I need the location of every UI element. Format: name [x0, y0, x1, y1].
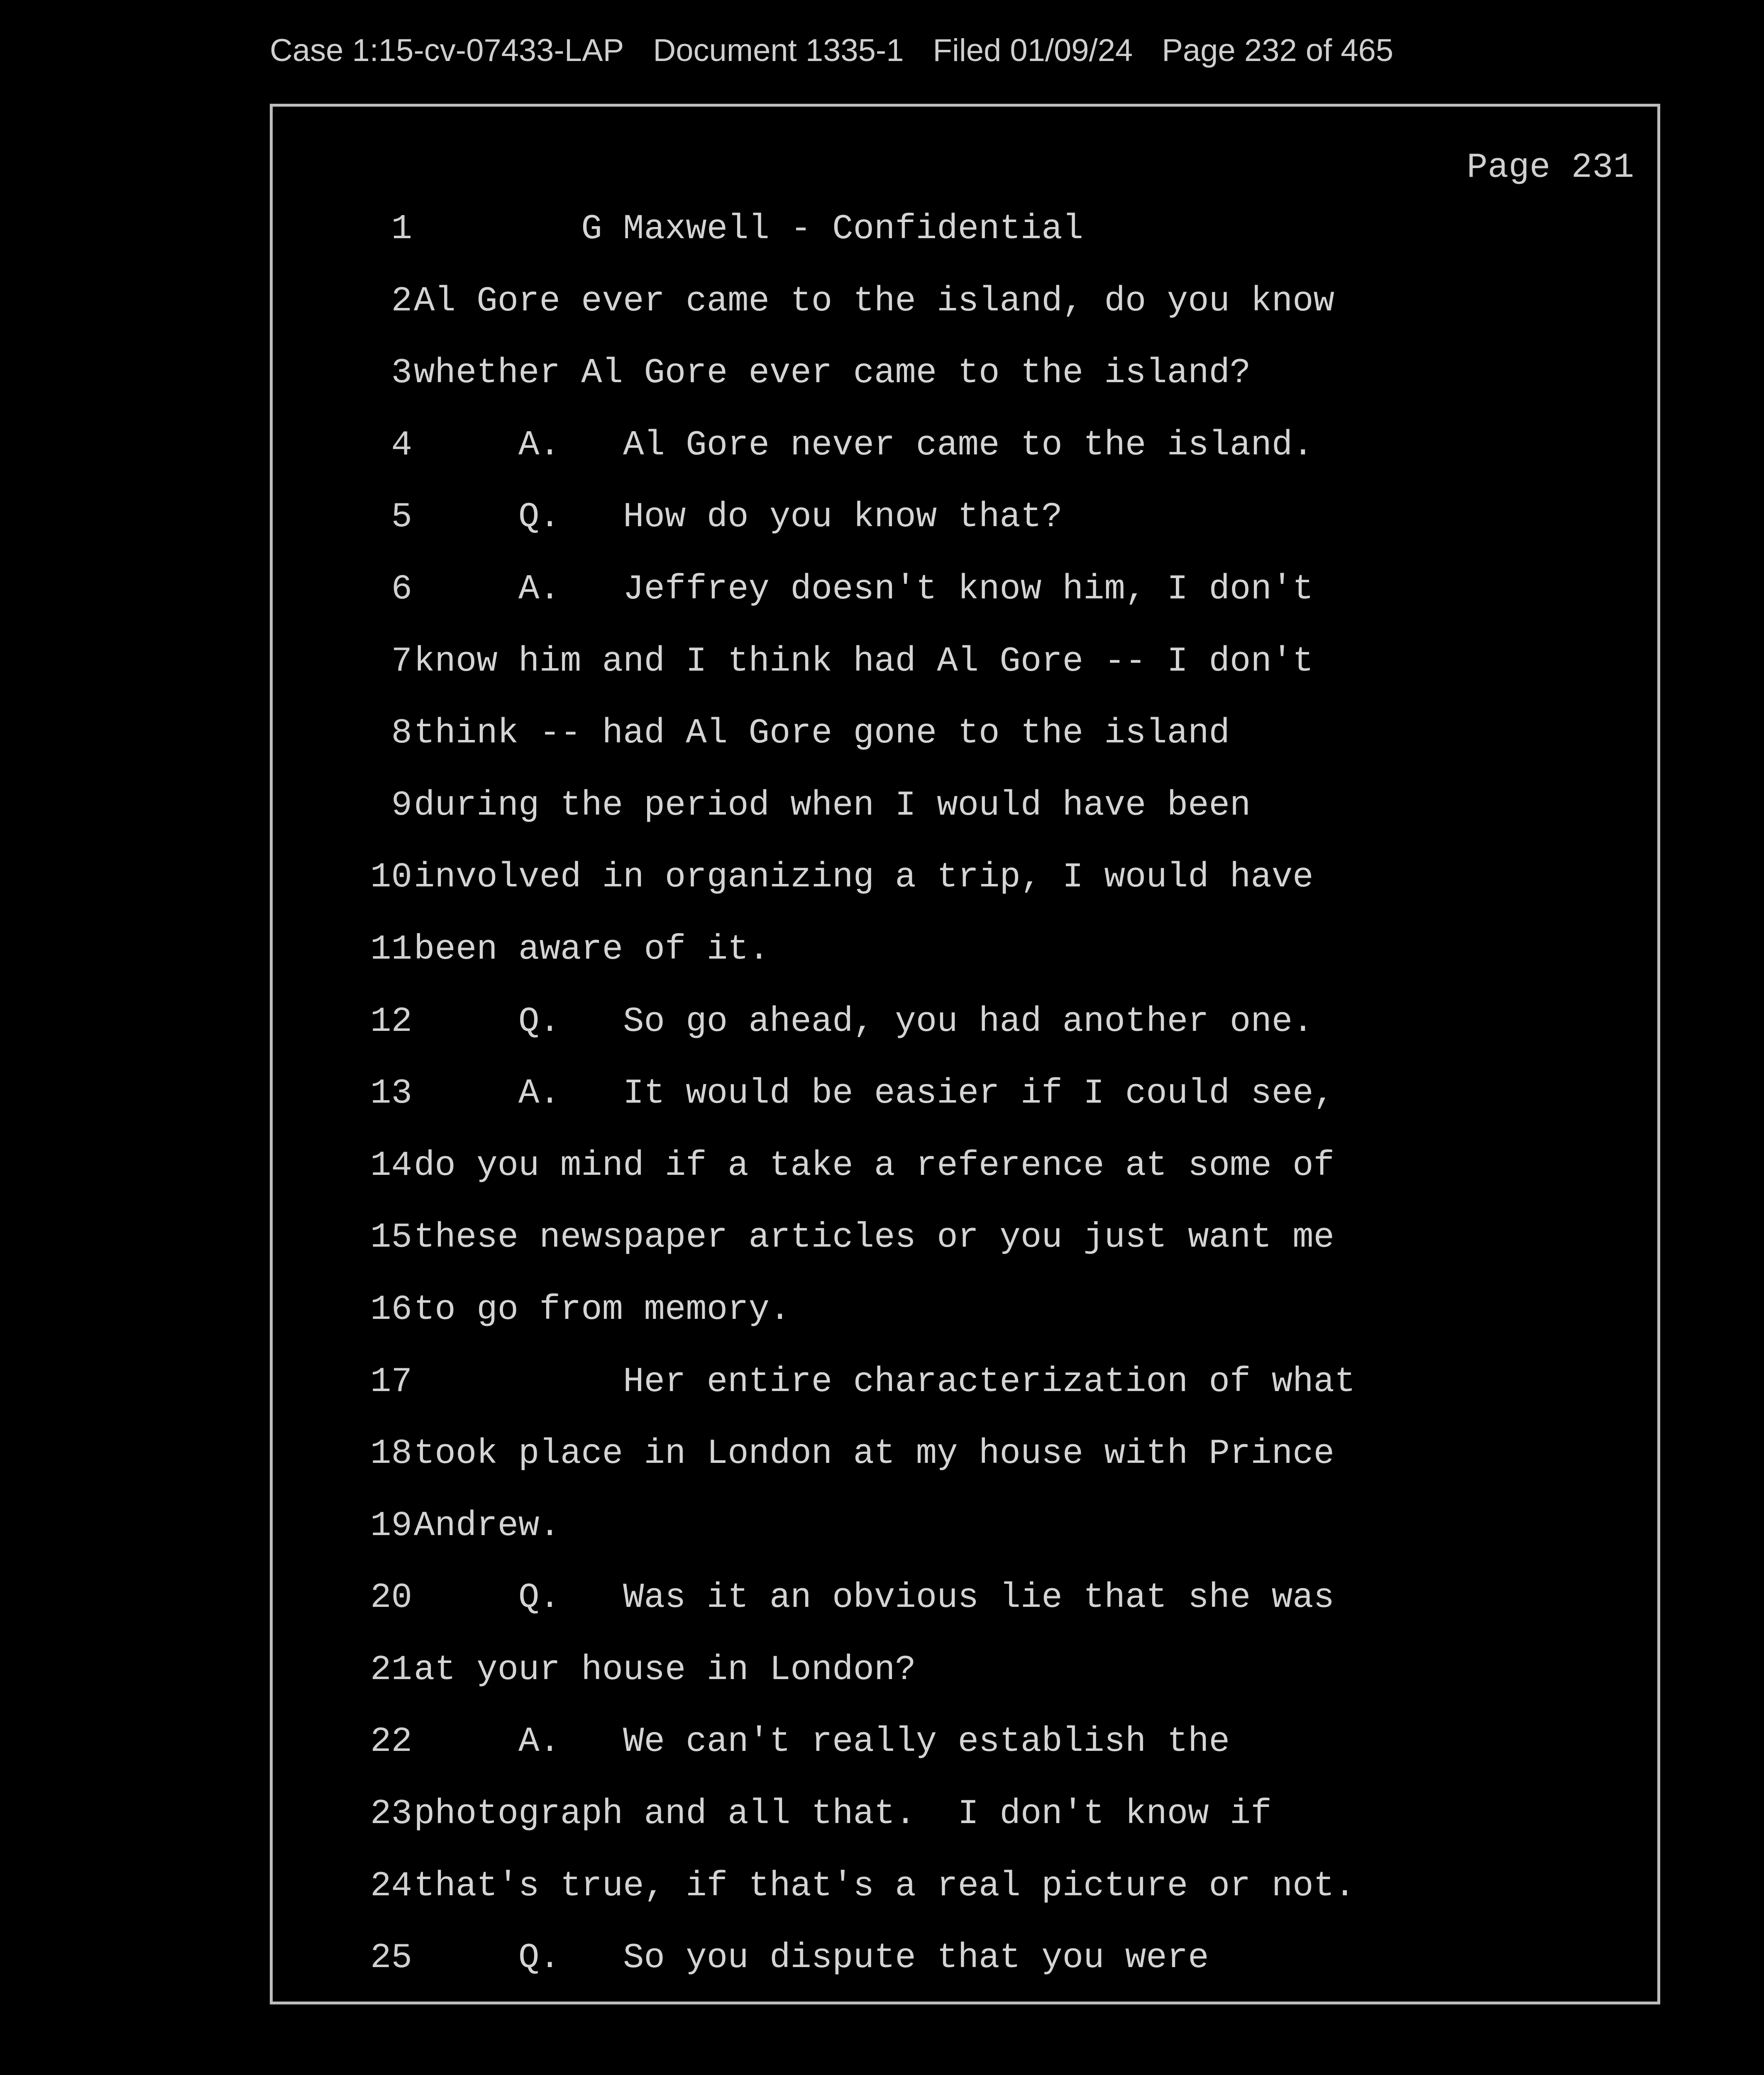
line-text: Q. So you dispute that you were	[414, 1938, 1209, 1978]
line-text: to go from memory.	[414, 1290, 791, 1330]
transcript-line	[273, 210, 1657, 282]
document-number: Document 1335-1	[653, 33, 904, 68]
line-text: involved in organizing a trip, I would have	[414, 858, 1314, 898]
transcript-frame	[270, 104, 1660, 2004]
transcript-line	[273, 1290, 1657, 1362]
transcript-line	[273, 1434, 1657, 1506]
line-number: 9	[391, 786, 412, 825]
line-text: Her entire characterization of what	[414, 1362, 1356, 1402]
line-text: A. Al Gore never came to the island.	[414, 425, 1314, 465]
line-number: 10	[370, 858, 412, 898]
transcript-line	[273, 1578, 1657, 1650]
transcript-lines	[273, 210, 1657, 2011]
page-count: Page 232 of 465	[1162, 33, 1394, 68]
line-text: that's true, if that's a real picture or not.	[414, 1866, 1356, 1906]
line-number: 16	[370, 1290, 412, 1330]
line-text: Q. So go ahead, you had another one.	[414, 1002, 1314, 1042]
line-number: 5	[391, 498, 412, 537]
line-number: 18	[370, 1434, 412, 1474]
line-number: 14	[370, 1146, 412, 1186]
line-text: been aware of it.	[414, 930, 770, 969]
line-text: photograph and all that. I don't know if	[414, 1794, 1272, 1834]
transcript-line	[273, 1218, 1657, 1290]
transcript-line	[273, 1146, 1657, 1218]
line-number: 7	[391, 642, 412, 681]
transcript-line	[273, 1002, 1657, 1074]
transcript-line	[273, 930, 1657, 1002]
line-number: 20	[370, 1578, 412, 1618]
line-number: 3	[391, 354, 412, 393]
transcript-line	[273, 498, 1657, 570]
line-number: 15	[370, 1218, 412, 1258]
line-number: 23	[370, 1794, 412, 1834]
line-text: took place in London at my house with Prince	[414, 1434, 1334, 1474]
line-text: Q. Was it an obvious lie that she was	[414, 1578, 1334, 1618]
case-header	[270, 32, 1393, 68]
line-number: 17	[370, 1362, 412, 1402]
transcript-line	[273, 354, 1657, 426]
line-text: do you mind if a take a reference at some of	[414, 1146, 1334, 1186]
transcript-line	[273, 1938, 1657, 2011]
transcript-line	[273, 1506, 1657, 1579]
transcript-page-number: Page 231	[1466, 148, 1634, 188]
line-number: 1	[391, 210, 412, 249]
transcript-line	[273, 714, 1657, 786]
line-number: 2	[391, 281, 412, 321]
line-text: Al Gore ever came to the island, do you know	[414, 281, 1334, 321]
transcript-line	[273, 786, 1657, 858]
line-text: A. Jeffrey doesn't know him, I don't	[414, 569, 1314, 609]
line-number: 19	[370, 1506, 412, 1546]
line-text: at your house in London?	[414, 1650, 916, 1690]
transcript-line	[273, 858, 1657, 930]
line-number: 12	[370, 1002, 412, 1042]
line-number: 8	[391, 714, 412, 754]
line-text: Q. How do you know that?	[414, 498, 1063, 537]
line-number: 11	[370, 930, 412, 969]
line-text: Andrew.	[414, 1506, 560, 1546]
line-number: 25	[370, 1938, 412, 1978]
line-number: 22	[370, 1722, 412, 1762]
line-text: whether Al Gore ever came to the island?	[414, 354, 1251, 393]
line-text: during the period when I would have been	[414, 786, 1251, 825]
transcript-line	[273, 642, 1657, 714]
filed-date: Filed 01/09/24	[933, 33, 1133, 68]
transcript-line	[273, 570, 1657, 642]
case-number: Case 1:15-cv-07433-LAP	[270, 33, 624, 68]
transcript-line	[273, 1362, 1657, 1435]
line-number: 21	[370, 1650, 412, 1690]
line-text: A. It would be easier if I could see,	[414, 1074, 1334, 1114]
transcript-line	[273, 1650, 1657, 1723]
transcript-line	[273, 426, 1657, 498]
transcript-line	[273, 282, 1657, 354]
line-text: A. We can't really establish the	[414, 1722, 1230, 1762]
line-number: 4	[391, 425, 412, 465]
line-number: 13	[370, 1074, 412, 1114]
transcript-line	[273, 1794, 1657, 1867]
transcript-line	[273, 1722, 1657, 1794]
transcript-line	[273, 1867, 1657, 1939]
line-text: these newspaper articles or you just want me	[414, 1218, 1334, 1258]
line-text: know him and I think had Al Gore -- I don't	[414, 642, 1314, 681]
transcript-line	[273, 1074, 1657, 1146]
line-number: 6	[391, 569, 412, 609]
line-number: 24	[370, 1866, 412, 1906]
line-text: G Maxwell - Confidential	[414, 210, 1084, 249]
line-text: think -- had Al Gore gone to the island	[414, 714, 1230, 754]
